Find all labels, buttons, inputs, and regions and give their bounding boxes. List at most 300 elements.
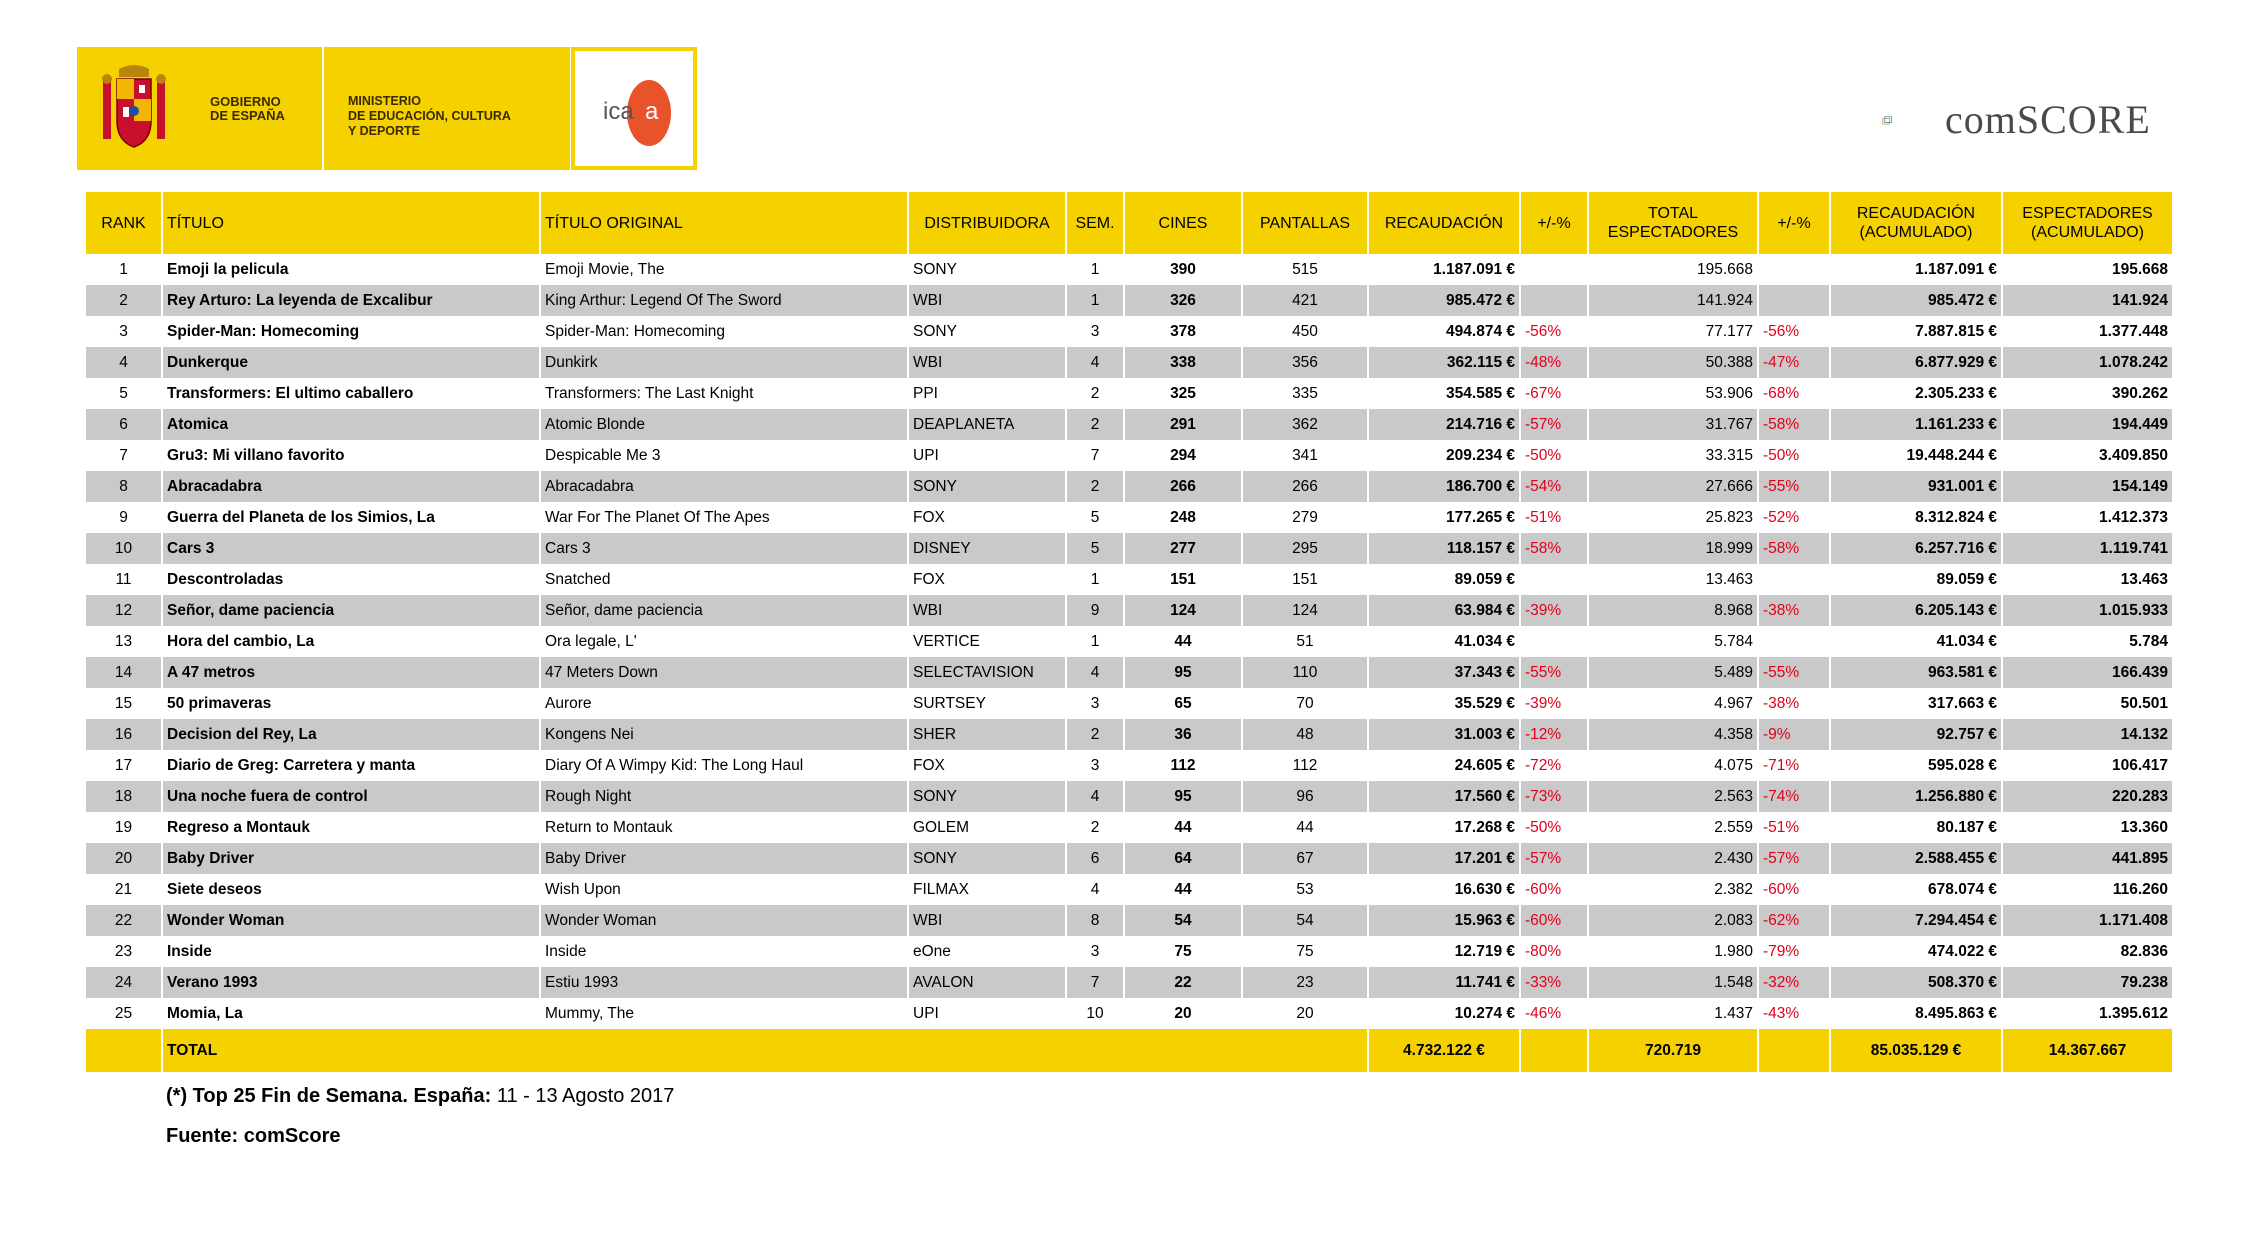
comscore-logo: comSCORE xyxy=(1945,97,2151,142)
cell-rank: 20 xyxy=(86,843,162,874)
cell-recaudacion: 11.741 € xyxy=(1368,967,1520,998)
table-row xyxy=(86,936,2172,967)
cell-titulo: Regreso a Montauk xyxy=(162,812,540,843)
cell-total-espectadores: 25.823 xyxy=(1588,502,1758,533)
cell-titulo-original: Dunkirk xyxy=(540,347,908,378)
cell-var-espectadores: -62% xyxy=(1758,905,1830,936)
table-row xyxy=(86,750,2172,781)
cell-var-recaudacion: -60% xyxy=(1520,874,1588,905)
cell-sem: 1 xyxy=(1066,626,1124,657)
cell-sem: 5 xyxy=(1066,533,1124,564)
cell-recaudacion-acumulado: 89.059 € xyxy=(1830,564,2002,595)
cell-titulo: Guerra del Planeta de los Simios, La xyxy=(162,502,540,533)
cell-titulo: Decision del Rey, La xyxy=(162,719,540,750)
table-row xyxy=(86,378,2172,409)
cell-total-espectadores: 2.382 xyxy=(1588,874,1758,905)
cell-total-espectadores: 1.437 xyxy=(1588,998,1758,1029)
cell-espectadores-acumulado: 5.784 xyxy=(2002,626,2172,657)
cell-total-espectadores: 33.315 xyxy=(1588,440,1758,471)
cell-distribuidora: SONY xyxy=(908,781,1066,812)
cell-rank: 1 xyxy=(86,254,162,285)
cell-pantallas: 279 xyxy=(1242,502,1368,533)
cell-titulo: Momia, La xyxy=(162,998,540,1029)
ministerio-line3: Y DEPORTE xyxy=(348,124,421,138)
cell-recaudacion: 494.874 € xyxy=(1368,316,1520,347)
cell-recaudacion: 17.201 € xyxy=(1368,843,1520,874)
period-note-dates: 11 - 13 Agosto 2017 xyxy=(491,1085,675,1107)
coat-of-arms-icon xyxy=(99,63,169,153)
cell-total-espectadores: 4.358 xyxy=(1588,719,1758,750)
cell-pantallas: 48 xyxy=(1242,719,1368,750)
cell-var-espectadores: -68% xyxy=(1758,378,1830,409)
cell-espectadores-acumulado: 220.283 xyxy=(2002,781,2172,812)
icaa-logo-block xyxy=(571,47,697,170)
total-espectadores-acumulado: 14.367.667 xyxy=(2002,1029,2172,1072)
total-row xyxy=(86,1029,2172,1072)
cell-pantallas: 75 xyxy=(1242,936,1368,967)
cell-distribuidora: UPI xyxy=(908,440,1066,471)
cell-total-espectadores: 1.548 xyxy=(1588,967,1758,998)
cell-recaudacion: 16.630 € xyxy=(1368,874,1520,905)
svg-text:a: a xyxy=(645,98,659,125)
cell-var-espectadores: -56% xyxy=(1758,316,1830,347)
cell-pantallas: 450 xyxy=(1242,316,1368,347)
cell-recaudacion-acumulado: 985.472 € xyxy=(1830,285,2002,316)
source-note: Fuente: comScore xyxy=(166,1125,341,1147)
cell-distribuidora: FOX xyxy=(908,502,1066,533)
cell-cines: 338 xyxy=(1124,347,1242,378)
cell-titulo-original: Transformers: The Last Knight xyxy=(540,378,908,409)
cell-distribuidora: SURTSEY xyxy=(908,688,1066,719)
cell-cines: 326 xyxy=(1124,285,1242,316)
cell-distribuidora: SONY xyxy=(908,254,1066,285)
cell-distribuidora: UPI xyxy=(908,998,1066,1029)
cell-titulo-original: 47 Meters Down xyxy=(540,657,908,688)
cell-pantallas: 295 xyxy=(1242,533,1368,564)
cell-recaudacion-acumulado: 7.294.454 € xyxy=(1830,905,2002,936)
cell-recaudacion: 186.700 € xyxy=(1368,471,1520,502)
cell-var-espectadores: -55% xyxy=(1758,471,1830,502)
cell-rank: 24 xyxy=(86,967,162,998)
table-row xyxy=(86,626,2172,657)
cell-titulo: Spider-Man: Homecoming xyxy=(162,316,540,347)
cell-distribuidora: FOX xyxy=(908,750,1066,781)
cell-recaudacion-acumulado: 963.581 € xyxy=(1830,657,2002,688)
cell-var-espectadores: -47% xyxy=(1758,347,1830,378)
cell-var-recaudacion: -80% xyxy=(1520,936,1588,967)
cell-espectadores-acumulado: 79.238 xyxy=(2002,967,2172,998)
cell-var-recaudacion: -57% xyxy=(1520,409,1588,440)
cell-recaudacion-acumulado: 8.312.824 € xyxy=(1830,502,2002,533)
cell-recaudacion: 118.157 € xyxy=(1368,533,1520,564)
table-row xyxy=(86,409,2172,440)
cell-distribuidora: GOLEM xyxy=(908,812,1066,843)
cell-recaudacion: 354.585 € xyxy=(1368,378,1520,409)
cell-pantallas: 124 xyxy=(1242,595,1368,626)
cell-rank: 23 xyxy=(86,936,162,967)
table-row xyxy=(86,595,2172,626)
total-empty xyxy=(86,1029,162,1072)
cell-var-recaudacion: -39% xyxy=(1520,595,1588,626)
cell-var-espectadores: -55% xyxy=(1758,657,1830,688)
cell-titulo: 50 primaveras xyxy=(162,688,540,719)
cell-rank: 5 xyxy=(86,378,162,409)
cell-titulo-original: Señor, dame paciencia xyxy=(540,595,908,626)
cell-recaudacion: 177.265 € xyxy=(1368,502,1520,533)
cell-var-espectadores xyxy=(1758,285,1830,316)
cell-sem: 7 xyxy=(1066,967,1124,998)
gobierno-logo-block xyxy=(77,47,322,170)
cell-sem: 1 xyxy=(1066,285,1124,316)
total-espectadores: 720.719 xyxy=(1588,1029,1758,1072)
cell-var-espectadores xyxy=(1758,564,1830,595)
cell-rank: 2 xyxy=(86,285,162,316)
cell-espectadores-acumulado: 166.439 xyxy=(2002,657,2172,688)
cell-var-recaudacion: -50% xyxy=(1520,440,1588,471)
cell-pantallas: 51 xyxy=(1242,626,1368,657)
cell-titulo: Siete deseos xyxy=(162,874,540,905)
cell-espectadores-acumulado: 154.149 xyxy=(2002,471,2172,502)
cell-cines: 325 xyxy=(1124,378,1242,409)
total-recaudacion: 4.732.122 € xyxy=(1368,1029,1520,1072)
cell-titulo-original: Diary Of A Wimpy Kid: The Long Haul xyxy=(540,750,908,781)
cell-espectadores-acumulado: 141.924 xyxy=(2002,285,2172,316)
cell-cines: 65 xyxy=(1124,688,1242,719)
cell-var-recaudacion: -73% xyxy=(1520,781,1588,812)
cell-rank: 13 xyxy=(86,626,162,657)
cell-var-recaudacion xyxy=(1520,254,1588,285)
cell-espectadores-acumulado: 1.412.373 xyxy=(2002,502,2172,533)
cell-pantallas: 112 xyxy=(1242,750,1368,781)
cell-pantallas: 335 xyxy=(1242,378,1368,409)
cell-total-espectadores: 2.559 xyxy=(1588,812,1758,843)
cell-sem: 2 xyxy=(1066,719,1124,750)
cell-cines: 248 xyxy=(1124,502,1242,533)
cell-recaudacion: 17.268 € xyxy=(1368,812,1520,843)
cell-titulo-original: Aurore xyxy=(540,688,908,719)
cell-sem: 1 xyxy=(1066,254,1124,285)
cell-var-recaudacion: -56% xyxy=(1520,316,1588,347)
cell-recaudacion-acumulado: 931.001 € xyxy=(1830,471,2002,502)
table-row xyxy=(86,564,2172,595)
cell-recaudacion-acumulado: 6.877.929 € xyxy=(1830,347,2002,378)
cell-distribuidora: FILMAX xyxy=(908,874,1066,905)
cell-rank: 6 xyxy=(86,409,162,440)
cell-recaudacion-acumulado: 508.370 € xyxy=(1830,967,2002,998)
col-var-recaudacion: +/-% xyxy=(1520,192,1588,254)
table-row xyxy=(86,967,2172,998)
cell-var-espectadores xyxy=(1758,254,1830,285)
cell-pantallas: 110 xyxy=(1242,657,1368,688)
cell-titulo: Transformers: El ultimo caballero xyxy=(162,378,540,409)
cell-titulo: Gru3: Mi villano favorito xyxy=(162,440,540,471)
cell-var-espectadores: -50% xyxy=(1758,440,1830,471)
cell-total-espectadores: 195.668 xyxy=(1588,254,1758,285)
cell-cines: 95 xyxy=(1124,657,1242,688)
cell-espectadores-acumulado: 390.262 xyxy=(2002,378,2172,409)
cell-titulo: Diario de Greg: Carretera y manta xyxy=(162,750,540,781)
cell-rank: 4 xyxy=(86,347,162,378)
cell-sem: 4 xyxy=(1066,347,1124,378)
cell-var-espectadores: -38% xyxy=(1758,595,1830,626)
cell-titulo-original: Mummy, The xyxy=(540,998,908,1029)
cell-rank: 17 xyxy=(86,750,162,781)
cell-recaudacion-acumulado: 317.663 € xyxy=(1830,688,2002,719)
cell-sem: 9 xyxy=(1066,595,1124,626)
cell-var-espectadores xyxy=(1758,626,1830,657)
cell-pantallas: 20 xyxy=(1242,998,1368,1029)
cell-var-espectadores: -51% xyxy=(1758,812,1830,843)
cell-recaudacion-acumulado: 41.034 € xyxy=(1830,626,2002,657)
cell-recaudacion: 1.187.091 € xyxy=(1368,254,1520,285)
col-recaudacion: RECAUDACIÓN xyxy=(1368,192,1520,254)
col-rank: RANK xyxy=(86,192,162,254)
cell-recaudacion-acumulado: 595.028 € xyxy=(1830,750,2002,781)
cell-titulo: Abracadabra xyxy=(162,471,540,502)
cell-var-espectadores: -58% xyxy=(1758,409,1830,440)
cell-pantallas: 356 xyxy=(1242,347,1368,378)
cell-distribuidora: WBI xyxy=(908,347,1066,378)
cell-var-recaudacion xyxy=(1520,626,1588,657)
cell-sem: 4 xyxy=(1066,781,1124,812)
cell-espectadores-acumulado: 3.409.850 xyxy=(2002,440,2172,471)
cell-total-espectadores: 53.906 xyxy=(1588,378,1758,409)
cell-pantallas: 341 xyxy=(1242,440,1368,471)
cell-sem: 10 xyxy=(1066,998,1124,1029)
cell-espectadores-acumulado: 441.895 xyxy=(2002,843,2172,874)
ministerio-logo-block xyxy=(322,47,570,170)
comscore-logo-icon xyxy=(1882,96,1942,146)
table-row xyxy=(86,843,2172,874)
cell-var-recaudacion: -54% xyxy=(1520,471,1588,502)
table-row xyxy=(86,812,2172,843)
cell-cines: 44 xyxy=(1124,874,1242,905)
cell-rank: 16 xyxy=(86,719,162,750)
cell-espectadores-acumulado: 1.377.448 xyxy=(2002,316,2172,347)
cell-recaudacion-acumulado: 6.257.716 € xyxy=(1830,533,2002,564)
cell-rank: 10 xyxy=(86,533,162,564)
cell-titulo-original: Wish Upon xyxy=(540,874,908,905)
cell-recaudacion: 10.274 € xyxy=(1368,998,1520,1029)
cell-recaudacion-acumulado: 19.448.244 € xyxy=(1830,440,2002,471)
cell-titulo-original: King Arthur: Legend Of The Sword xyxy=(540,285,908,316)
cell-cines: 277 xyxy=(1124,533,1242,564)
table-row xyxy=(86,533,2172,564)
cell-espectadores-acumulado: 82.836 xyxy=(2002,936,2172,967)
cell-sem: 3 xyxy=(1066,316,1124,347)
col-var-espectadores: +/-% xyxy=(1758,192,1830,254)
cell-recaudacion: 24.605 € xyxy=(1368,750,1520,781)
col-espectadores-acumulado: ESPECTADORES (ACUMULADO) xyxy=(2002,192,2172,254)
cell-pantallas: 515 xyxy=(1242,254,1368,285)
cell-titulo: Wonder Woman xyxy=(162,905,540,936)
cell-recaudacion: 12.719 € xyxy=(1368,936,1520,967)
col-total-espectadores: TOTAL ESPECTADORES xyxy=(1588,192,1758,254)
cell-var-recaudacion xyxy=(1520,564,1588,595)
cell-rank: 22 xyxy=(86,905,162,936)
cell-titulo: Señor, dame paciencia xyxy=(162,595,540,626)
cell-distribuidora: SELECTAVISION xyxy=(908,657,1066,688)
total-recaudacion-acumulado: 85.035.129 € xyxy=(1830,1029,2002,1072)
cell-sem: 7 xyxy=(1066,440,1124,471)
cell-recaudacion-acumulado: 2.305.233 € xyxy=(1830,378,2002,409)
period-note-label: (*) Top 25 Fin de Semana. España: xyxy=(166,1085,492,1107)
cell-var-recaudacion: -58% xyxy=(1520,533,1588,564)
cell-total-espectadores: 31.767 xyxy=(1588,409,1758,440)
cell-pantallas: 67 xyxy=(1242,843,1368,874)
cell-cines: 112 xyxy=(1124,750,1242,781)
cell-var-espectadores: -58% xyxy=(1758,533,1830,564)
cell-sem: 3 xyxy=(1066,750,1124,781)
cell-pantallas: 96 xyxy=(1242,781,1368,812)
cell-sem: 2 xyxy=(1066,812,1124,843)
table-row xyxy=(86,657,2172,688)
cell-titulo-original: Abracadabra xyxy=(540,471,908,502)
cell-espectadores-acumulado: 1.395.612 xyxy=(2002,998,2172,1029)
cell-rank: 19 xyxy=(86,812,162,843)
cell-total-espectadores: 5.489 xyxy=(1588,657,1758,688)
svg-text:ica: ica xyxy=(603,98,634,125)
cell-cines: 64 xyxy=(1124,843,1242,874)
table-row xyxy=(86,874,2172,905)
box-office-table xyxy=(86,192,2172,1072)
cell-rank: 8 xyxy=(86,471,162,502)
cell-titulo-original: Atomic Blonde xyxy=(540,409,908,440)
cell-distribuidora: VERTICE xyxy=(908,626,1066,657)
cell-pantallas: 362 xyxy=(1242,409,1368,440)
cell-distribuidora: DISNEY xyxy=(908,533,1066,564)
period-note xyxy=(166,1085,674,1108)
cell-recaudacion: 15.963 € xyxy=(1368,905,1520,936)
cell-pantallas: 421 xyxy=(1242,285,1368,316)
cell-sem: 2 xyxy=(1066,471,1124,502)
col-titulo: TÍTULO xyxy=(162,192,540,254)
cell-sem: 2 xyxy=(1066,378,1124,409)
cell-rank: 14 xyxy=(86,657,162,688)
cell-titulo-original: Baby Driver xyxy=(540,843,908,874)
cell-var-recaudacion: -57% xyxy=(1520,843,1588,874)
cell-distribuidora: SONY xyxy=(908,316,1066,347)
table-row xyxy=(86,471,2172,502)
cell-distribuidora: SHER xyxy=(908,719,1066,750)
cell-cines: 266 xyxy=(1124,471,1242,502)
cell-var-recaudacion xyxy=(1520,285,1588,316)
cell-cines: 54 xyxy=(1124,905,1242,936)
cell-espectadores-acumulado: 1.015.933 xyxy=(2002,595,2172,626)
table-row xyxy=(86,998,2172,1029)
col-cines: CINES xyxy=(1124,192,1242,254)
cell-distribuidora: WBI xyxy=(908,595,1066,626)
cell-titulo: Emoji la pelicula xyxy=(162,254,540,285)
cell-var-recaudacion: -48% xyxy=(1520,347,1588,378)
table-row xyxy=(86,719,2172,750)
cell-recaudacion-acumulado: 8.495.863 € xyxy=(1830,998,2002,1029)
gobierno-text xyxy=(210,95,285,123)
cell-var-recaudacion: -33% xyxy=(1520,967,1588,998)
total-empty xyxy=(1520,1029,1588,1072)
cell-total-espectadores: 1.980 xyxy=(1588,936,1758,967)
cell-distribuidora: WBI xyxy=(908,285,1066,316)
cell-cines: 36 xyxy=(1124,719,1242,750)
cell-recaudacion-acumulado: 6.205.143 € xyxy=(1830,595,2002,626)
cell-espectadores-acumulado: 194.449 xyxy=(2002,409,2172,440)
cell-rank: 11 xyxy=(86,564,162,595)
cell-distribuidora: SONY xyxy=(908,471,1066,502)
cell-recaudacion-acumulado: 1.256.880 € xyxy=(1830,781,2002,812)
cell-cines: 291 xyxy=(1124,409,1242,440)
cell-recaudacion: 35.529 € xyxy=(1368,688,1520,719)
cell-rank: 3 xyxy=(86,316,162,347)
cell-titulo-original: Kongens Nei xyxy=(540,719,908,750)
cell-var-espectadores: -71% xyxy=(1758,750,1830,781)
cell-total-espectadores: 8.968 xyxy=(1588,595,1758,626)
cell-var-recaudacion: -50% xyxy=(1520,812,1588,843)
col-sem: SEM. xyxy=(1066,192,1124,254)
cell-espectadores-acumulado: 195.668 xyxy=(2002,254,2172,285)
cell-cines: 390 xyxy=(1124,254,1242,285)
cell-recaudacion: 209.234 € xyxy=(1368,440,1520,471)
cell-pantallas: 151 xyxy=(1242,564,1368,595)
table-row xyxy=(86,440,2172,471)
cell-var-recaudacion: -46% xyxy=(1520,998,1588,1029)
cell-var-espectadores: -79% xyxy=(1758,936,1830,967)
cell-titulo: Hora del cambio, La xyxy=(162,626,540,657)
cell-var-espectadores: -43% xyxy=(1758,998,1830,1029)
cell-espectadores-acumulado: 50.501 xyxy=(2002,688,2172,719)
cell-total-espectadores: 2.563 xyxy=(1588,781,1758,812)
cell-cines: 151 xyxy=(1124,564,1242,595)
cell-total-espectadores: 4.075 xyxy=(1588,750,1758,781)
cell-rank: 15 xyxy=(86,688,162,719)
cell-var-espectadores: -74% xyxy=(1758,781,1830,812)
cell-recaudacion-acumulado: 678.074 € xyxy=(1830,874,2002,905)
icaa-logo xyxy=(599,73,675,149)
gobierno-line2: DE ESPAÑA xyxy=(210,108,285,123)
table-row xyxy=(86,781,2172,812)
cell-sem: 8 xyxy=(1066,905,1124,936)
cell-pantallas: 54 xyxy=(1242,905,1368,936)
cell-recaudacion: 31.003 € xyxy=(1368,719,1520,750)
table-header-row xyxy=(86,192,2172,254)
cell-sem: 6 xyxy=(1066,843,1124,874)
cell-var-espectadores: -57% xyxy=(1758,843,1830,874)
cell-cines: 124 xyxy=(1124,595,1242,626)
cell-total-espectadores: 2.083 xyxy=(1588,905,1758,936)
table-row xyxy=(86,347,2172,378)
cell-distribuidora: AVALON xyxy=(908,967,1066,998)
total-label: TOTAL xyxy=(162,1029,540,1072)
cell-rank: 9 xyxy=(86,502,162,533)
col-titulo-original: TÍTULO ORIGINAL xyxy=(540,192,908,254)
cell-pantallas: 70 xyxy=(1242,688,1368,719)
cell-var-recaudacion: -60% xyxy=(1520,905,1588,936)
cell-total-espectadores: 77.177 xyxy=(1588,316,1758,347)
cell-var-espectadores: -32% xyxy=(1758,967,1830,998)
cell-recaudacion: 89.059 € xyxy=(1368,564,1520,595)
cell-titulo-original: Emoji Movie, The xyxy=(540,254,908,285)
cell-titulo-original: Rough Night xyxy=(540,781,908,812)
cell-rank: 25 xyxy=(86,998,162,1029)
cell-recaudacion: 41.034 € xyxy=(1368,626,1520,657)
cell-pantallas: 44 xyxy=(1242,812,1368,843)
cell-recaudacion: 17.560 € xyxy=(1368,781,1520,812)
cell-titulo-original: Spider-Man: Homecoming xyxy=(540,316,908,347)
ministerio-line1: MINISTERIO xyxy=(348,94,421,108)
cell-titulo: A 47 metros xyxy=(162,657,540,688)
cell-espectadores-acumulado: 1.119.741 xyxy=(2002,533,2172,564)
cell-espectadores-acumulado: 14.132 xyxy=(2002,719,2172,750)
cell-pantallas: 23 xyxy=(1242,967,1368,998)
